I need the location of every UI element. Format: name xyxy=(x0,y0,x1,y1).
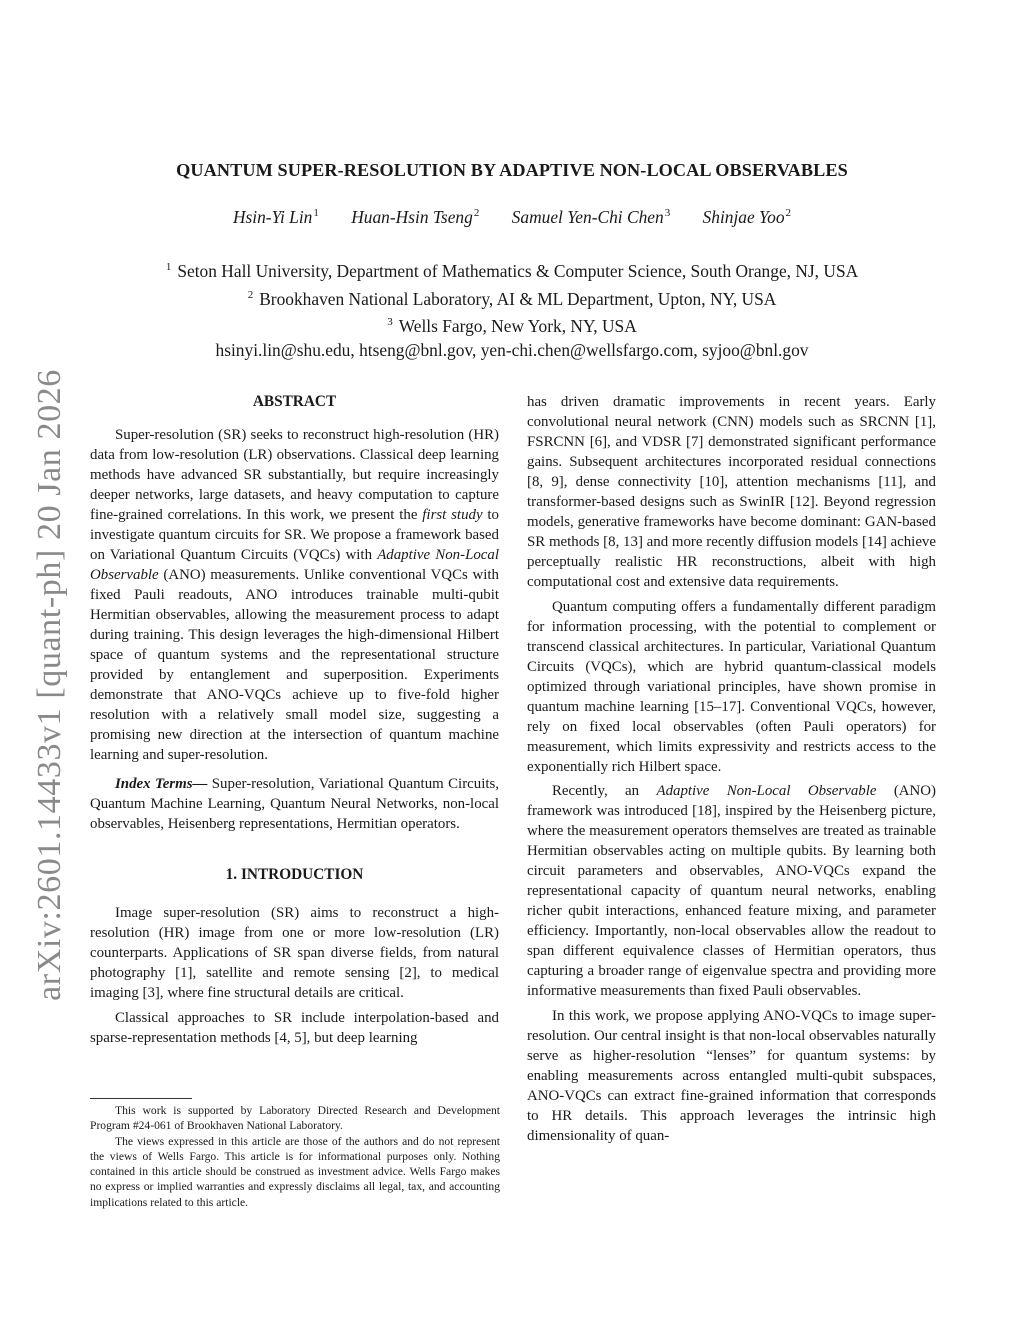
author-affil-mark: 1 xyxy=(313,207,319,219)
introduction-paragraph: Image super-resolution (SR) aims to reconstruct a high-resolution (HR) image from one or more low-resolution (LR) counterparts. Applications of SR span diverse fields, from natural photography [1], satellite and remote sensing [2], to medical imaging [3], where fine structural details are critical. xyxy=(90,905,499,1001)
body-emphasis: Adaptive Non-Local Observable xyxy=(656,783,877,799)
footnote-funding: This work is supported by Laboratory Directed Research and Development Program #24-061 of Brookhaven National Laboratory. xyxy=(90,1104,500,1133)
body-paragraph: In this work, we propose applying ANO-VQCs to image super-resolution. Our central insight is that non-local observables naturally serve as higher-resolution “lenses” for quantum systems: by enabling measurements across entangled multi-qubit subspaces, ANO-VQCs can extract fine-grained information that corresponds to HR details. This approach leverages the intrinsic high dimensionality of quan- xyxy=(527,1007,936,1144)
abstract-text: Super-resolution (SR) seeks to reconstruct high-resolution (HR) data from low-resolution (LR) observations. Classical deep learning methods have advanced SR substantially, but require increasingly deeper networks, large datasets, and heavy computation to capture fine-grained correlations. In this work, we present the first study to investigate quantum circuits for SR. We propose a framework based on Variational Quantum Circuits (VQCs) with Adaptive Non-Local Observable (ANO) measurements. Unlike conventional VQCs with fixed Pauli readouts, ANO introduces trainable multi-qubit Hermitian observables, allowing the measurement process to adapt during training. This design leverages the high-dimensional Hilbert space of quantum systems and the representational structure provided by entanglement and superposition. Experiments demonstrate that ANO-VQCs achieve up to five-fold higher resolution with a relatively small model size, suggesting a promising new direction at the intersection of quantum machine learning and super-resolution. xyxy=(90,427,500,763)
affiliation-line xyxy=(0,311,1024,339)
email-line: hsinyi.lin@shu.edu, htseng@bnl.gov, yen-chi.chen@wellsfargo.com, syjoo@bnl.gov xyxy=(215,339,809,360)
affiliation-block xyxy=(0,256,1024,362)
author xyxy=(233,207,319,228)
index-terms-label: Index Terms— xyxy=(115,776,208,792)
author-name: Hsin-Yi Lin xyxy=(232,207,313,227)
author-affil-mark: 2 xyxy=(473,207,480,219)
abstract-heading: ABSTRACT xyxy=(252,393,337,410)
paper-title: QUANTUM SUPER-RESOLUTION BY ADAPTIVE NON-LOCAL OBSERVABLES xyxy=(176,160,848,180)
author-name: Huan-Hsin Tseng xyxy=(351,207,473,227)
affiliation-number: 1 xyxy=(165,261,172,273)
abstract-emphasis: Adaptive Non-Local Observable xyxy=(90,547,499,583)
affiliation-text: Seton Hall University, Department of Mathematics & Computer Science, South Orange, NJ, USA xyxy=(177,261,859,281)
affiliation-line xyxy=(0,284,1024,312)
author-name: Shinjae Yoo xyxy=(702,207,785,227)
left-column xyxy=(90,392,499,1048)
footnote-disclaimer: The views expressed in this article are those of the authors and do not represent the views of Wells Fargo. This article is for informational purposes only. Nothing contained in this article should be construed as investment advice. Wells Fargo makes no express or implied warranties and expressly disclaims all legal, tax, and accounting implications related to this article. xyxy=(90,1134,500,1209)
author xyxy=(512,207,671,228)
abstract-emphasis: first study xyxy=(422,507,483,523)
body-paragraph: Quantum computing offers a fundamentally different paradigm for information processing, with the potential to complement or transcend classical architectures. In particular, Variational Quantum Circuits (VQCs), which are hybrid quantum-classical models optimized through variational principles, have shown promise in quantum machine learning [15–17]. Conventional VQCs, however, rely on fixed local observables (often Pauli operators) for measurement, which limits expressivity and restricts access to the exponentially rich Hilbert space. xyxy=(527,598,936,775)
affiliation-text: Wells Fargo, New York, NY, USA xyxy=(398,316,637,336)
footnote-rule xyxy=(90,1098,192,1099)
author-affil-mark: 3 xyxy=(664,207,671,219)
body-paragraph: Recently, an Adaptive Non-Local Observable (ANO) framework was introduced [18], inspired by the Heisenberg picture, where the measurement operators themselves are treated as trainable Hermitian observables acting on multiple qubits. By learning both circuit parameters and observables, ANO-VQCs expand the representational capacity of quantum neural networks, enabling richer qubit interactions, enhanced feature mixing, and parameter efficiency. Importantly, non-local observables allow the readout to span different equivalence classes of Hermitian operators, thus capturing a broader range of eigenvalue spectra and providing more informative measurements than fixed Pauli observables. xyxy=(527,783,937,999)
index-terms: Index Terms— Super-resolution, Variational Quantum Circuits, Quantum Machine Learning, Quantum Neural Networks, non-local observables, Heisenberg representations, Hermitian operators. xyxy=(90,776,499,832)
affiliation-number: 3 xyxy=(387,316,393,328)
author-affil-mark: 2 xyxy=(785,207,792,219)
arxiv-identifier: arXiv:2601.14433v1 [quant-ph] 20 Jan 2026 xyxy=(31,369,68,1001)
affiliation-line xyxy=(0,256,1024,284)
author-list xyxy=(0,207,1024,228)
author xyxy=(351,207,479,228)
right-column xyxy=(527,392,936,1146)
affiliation-number: 2 xyxy=(247,288,254,301)
author xyxy=(703,207,791,228)
footnotes xyxy=(90,1098,500,1210)
affiliation-text: Brookhaven National Laboratory, AI & ML Department, Upton, NY, USA xyxy=(259,288,777,309)
introduction-heading: 1. INTRODUCTION xyxy=(225,866,364,883)
body-paragraph: has driven dramatic improvements in recent years. Early convolutional neural network (CNN) models such as SRCNN [1], FSRCNN [6], and VDSR [7] demonstrated significant performance gains. Subsequent architectures incorporated residual connections [8, 9], dense connectivity [10], attention mechanisms [11], and transformer-based designs such as SwinIR [12]. Beyond regression models, generative frameworks have become dominant: GAN-based SR methods [8, 13] and more recently diffusion models [14] achieve perceptually realistic HR reconstructions, albeit with high computational cost and extensive data requirements. xyxy=(527,394,936,590)
introduction-paragraph: Classical approaches to SR include interpolation-based and sparse-representation methods [4, 5], but deep learning xyxy=(90,1009,499,1046)
author-name: Samuel Yen-Chi Chen xyxy=(511,207,664,227)
